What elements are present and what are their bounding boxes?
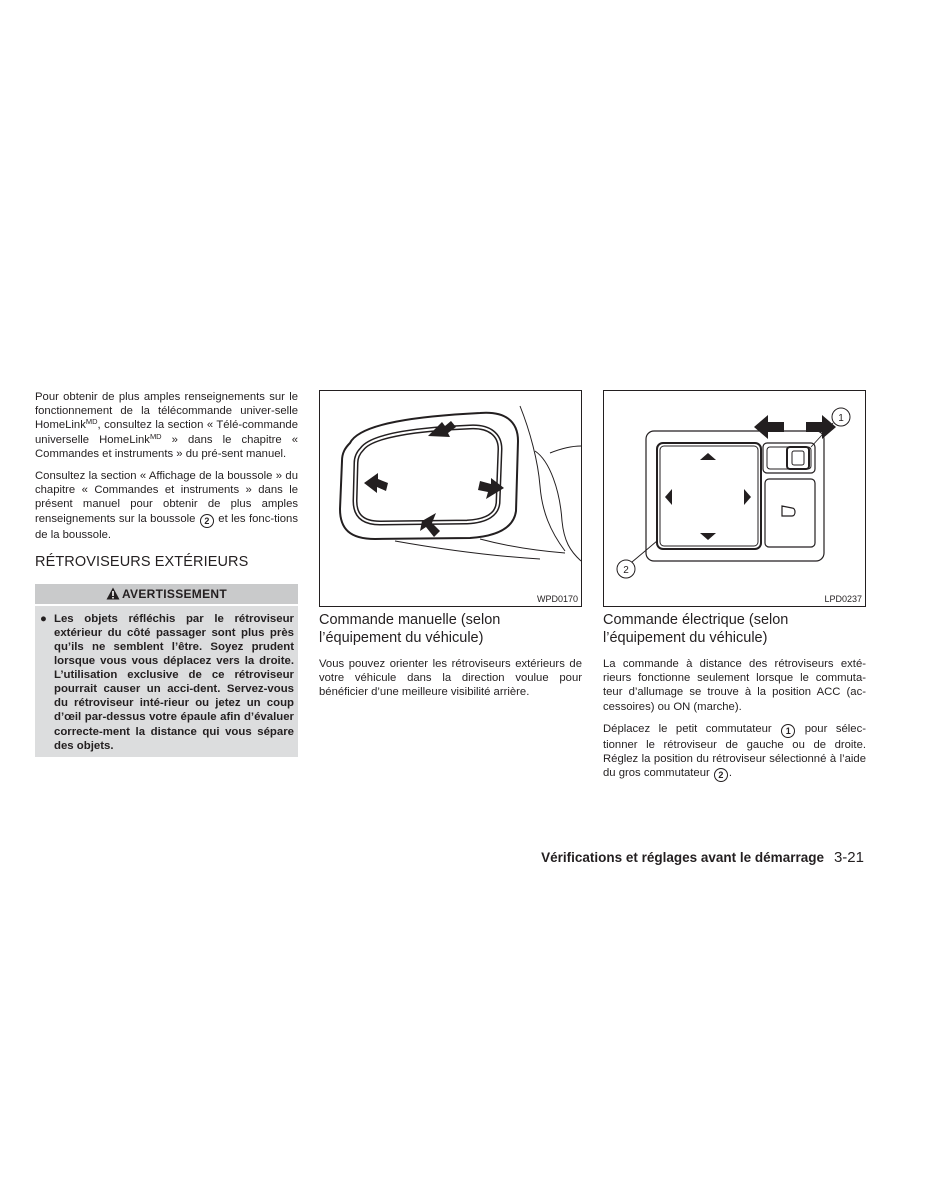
warning-box — [35, 584, 298, 757]
power-mirror-switch-illustration — [604, 391, 865, 606]
middle-column — [319, 390, 582, 708]
footer-chapter-title: Vérifications et réglages avant le démarrage — [541, 850, 824, 865]
mirror-adjustment-illustration — [320, 391, 581, 606]
power-control-heading: Commande électrique (selon l’équipement du véhicule) — [603, 612, 789, 646]
figure-callout-1: 1 — [838, 413, 844, 424]
section-heading: RÉTROVISEURS EXTÉRIEURS — [35, 553, 249, 570]
right-column — [603, 390, 866, 790]
compass-paragraph: Consultez la section « Affichage de la boussole » du chapitre « Commandes et instruments » dans le présent manuel pour obtenir de plus amples renseignements sur la boussole 2 et les fonc-tions de la boussole. — [35, 470, 298, 541]
callout-number: 1 — [781, 724, 795, 738]
power-control-paragraph-2: Déplacez le petit commutateur 1 pour sélec-tionner le rétroviseur de gauche ou de droite. Réglez la position du rétroviseur sélectionné à l’aide du gros commutateur 2 . — [603, 722, 866, 781]
warning-body — [35, 606, 298, 757]
superscript-md: MD — [85, 417, 98, 427]
warning-header — [35, 584, 298, 604]
page-footer — [541, 849, 864, 866]
warning-text: Les objets réfléchis par le rétroviseur extérieur du côté passager sont plus près qu’ils ne semblent l’être. Soyez prudent lorsque vous vous déplacez vers la droite. L’utilisation exclusive de ce rétroviseur pourrait causer un acci-dent. Servez-vous du rétroviseur inté-rieur ou jetez un coup d’œil par-dessus votre épaule afin d’évaluer correcte-ment la distance qui vous sépare des objets. — [54, 612, 294, 752]
page-number: 3-21 — [833, 849, 864, 866]
manual-mirror-figure — [319, 390, 582, 607]
manual-control-heading: Commande manuelle (selon l’équipement du véhicule) — [319, 612, 501, 646]
homelink-paragraph: Pour obtenir de plus amples renseignements sur le fonctionnement de la télécommande univer-selle HomeLink$^{MD}$, consultez la section « Télé-commande universelle HomeLink$^{MD}$ » dans le chapitre « Commandes et instruments » du pré-sent manuel. — [35, 391, 298, 460]
superscript-md: MD — [149, 431, 162, 441]
warning-title: AVERTISSEMENT — [121, 586, 228, 601]
manual-control-paragraph: Vous pouvez orienter les rétroviseurs extérieurs de votre véhicule dans la direction voulue pour bénéficier d’une meilleure visibilité arrière. — [319, 658, 582, 699]
power-mirror-figure — [603, 390, 866, 607]
warning-triangle-icon — [106, 587, 120, 600]
callout-number: 2 — [714, 768, 728, 782]
figure-code: LPD0237 — [824, 594, 862, 604]
bullet-icon: ● — [40, 612, 47, 625]
figure-code: WPD0170 — [536, 594, 578, 604]
left-column — [35, 390, 298, 757]
callout-number: 2 — [200, 514, 214, 528]
figure-callout-2: 2 — [623, 565, 629, 576]
power-control-paragraph-1: La commande à distance des rétroviseurs exté-rieurs fonctionne seulement lorsque le commuta-teur d’allumage se trouve à la position ACC (ac-cessoires) ou ON (marche). — [603, 658, 866, 713]
